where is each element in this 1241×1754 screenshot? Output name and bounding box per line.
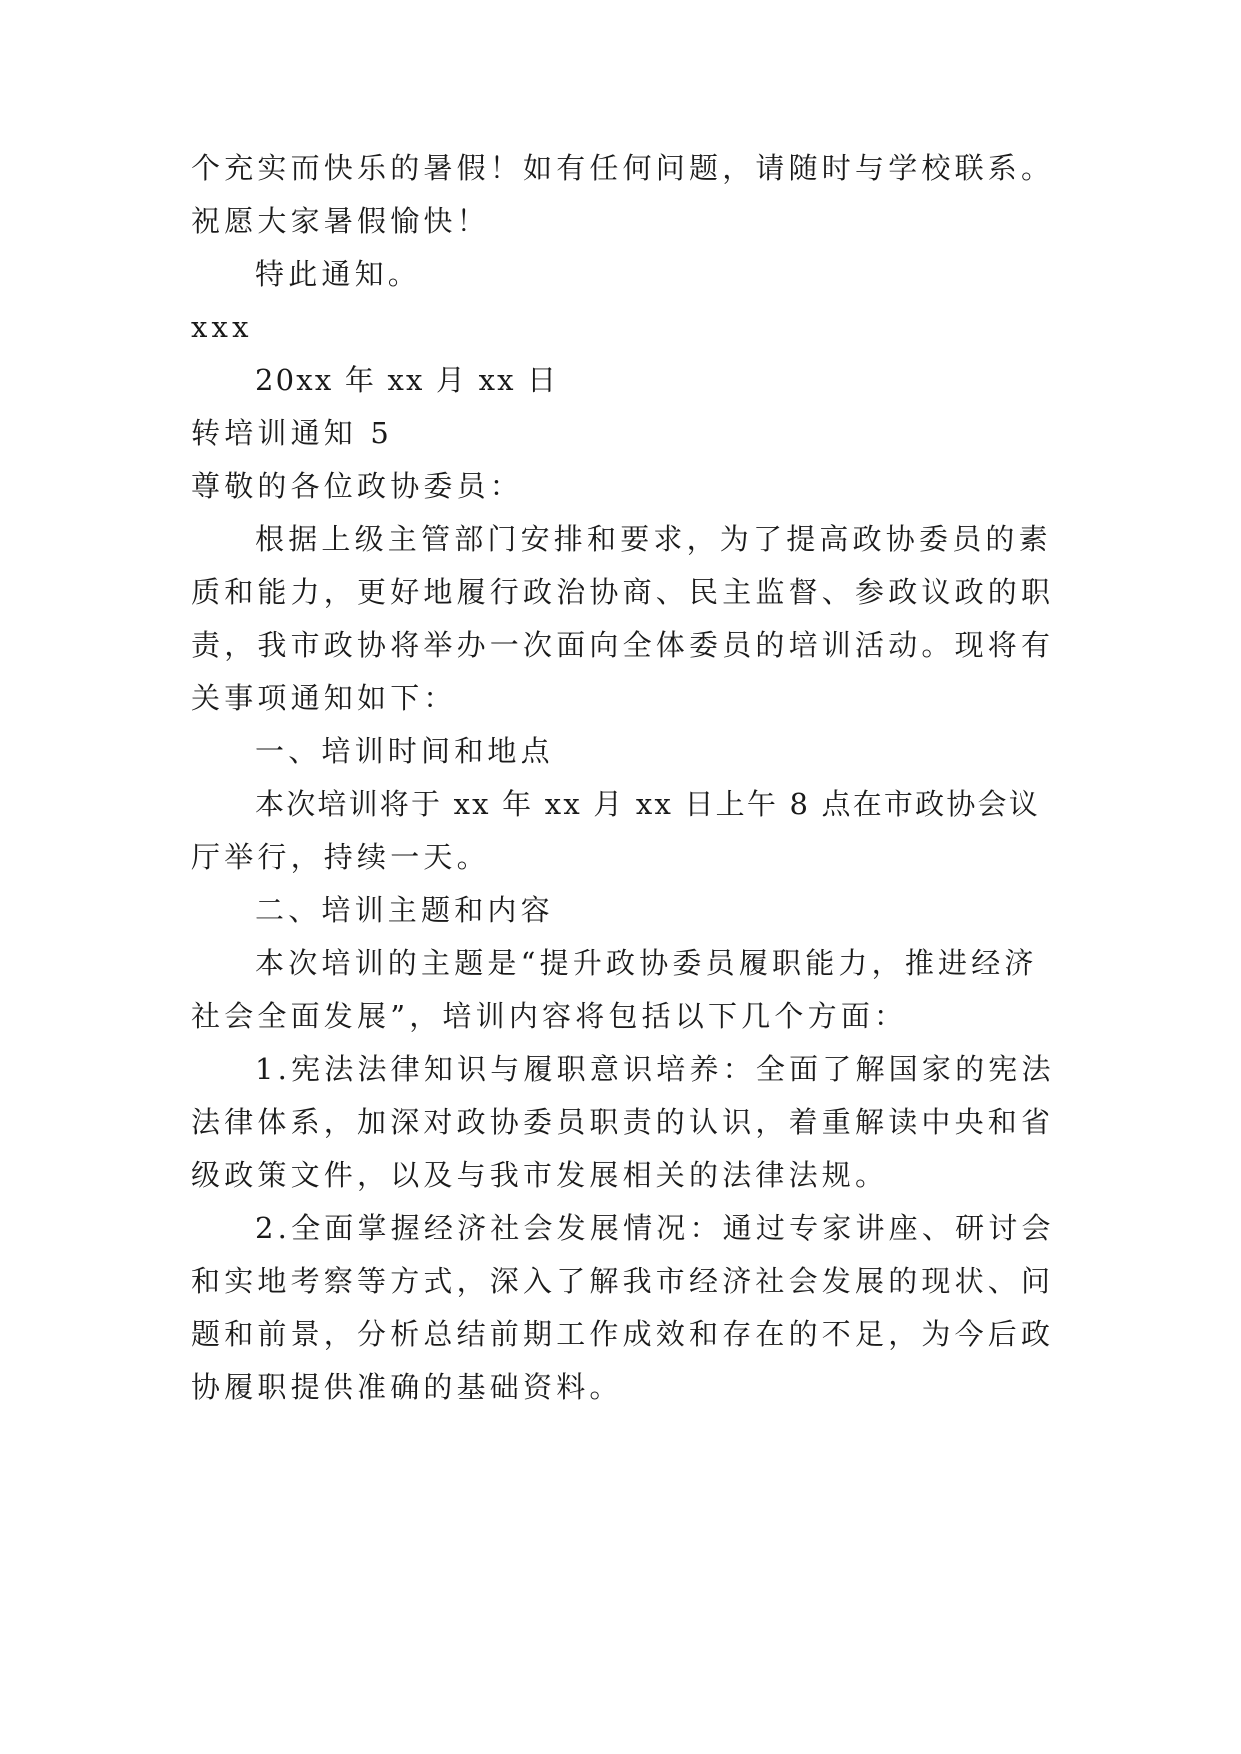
paragraph-line: 本次培训将于 xx 年 xx 月 xx 日上午 8 点在市政协会议 [255,787,1040,821]
paragraph-line: 特此通知。 [255,257,422,291]
paragraph-line: 本次培训的主题是“提升政协委员履职能力，推进经济 [255,946,1038,980]
paragraph-line: 祝愿大家暑假愉快！ [191,204,490,238]
paragraph-line: 关事项通知如下： [191,681,457,715]
paragraph-line: 个充实而快乐的暑假！如有任何问题，请随时与学校联系。 [191,151,1055,185]
paragraph-line: 质和能力，更好地履行政治协商、民主监督、参政议政的职 [191,575,1055,609]
paragraph-line: 根据上级主管部门安排和要求，为了提高政协委员的素 [255,522,1052,556]
paragraph-line: 法律体系，加深对政协委员职责的认识，着重解读中央和省 [191,1105,1055,1139]
paragraph-line: 社会全面发展”，培训内容将包括以下几个方面： [191,999,908,1033]
heading-time-place: 一、培训时间和地点 [255,734,554,768]
list-item-2: 2.全面掌握经济社会发展情况：通过专家讲座、研讨会 [255,1211,1055,1245]
paragraph-line: 和实地考察等方式，深入了解我市经济社会发展的现状、问 [191,1264,1055,1298]
list-item-1: 1.宪法法律知识与履职意识培养：全面了解国家的宪法 [255,1052,1055,1086]
heading-topic-content: 二、培训主题和内容 [255,893,554,927]
signature-name: xxx [191,310,253,344]
paragraph-line: 厅举行，持续一天。 [191,840,490,874]
signature-date: 20xx 年 xx 月 xx 日 [255,363,559,397]
salutation: 尊敬的各位政协委员： [191,469,524,503]
paragraph-line: 协履职提供准确的基础资料。 [191,1370,623,1404]
section-title: 转培训通知 5 [191,416,394,450]
paragraph-line: 责，我市政协将举办一次面向全体委员的培训活动。现将有 [191,628,1055,662]
paragraph-line: 级政策文件，以及与我市发展相关的法律法规。 [191,1158,889,1192]
paragraph-line: 题和前景，分析总结前期工作成效和存在的不足，为今后政 [191,1317,1055,1351]
